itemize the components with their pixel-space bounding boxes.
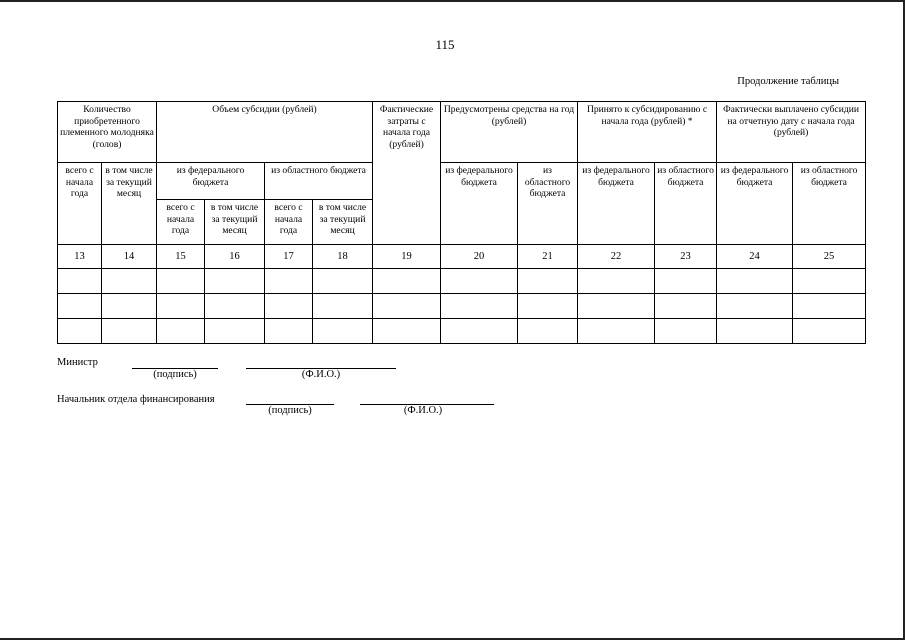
- table-cell: [793, 319, 866, 344]
- table-cell: [441, 319, 518, 344]
- table-cell: [373, 294, 441, 319]
- subsidy-table: [57, 101, 866, 344]
- table-cell: [313, 319, 373, 344]
- table-row: [58, 269, 866, 294]
- column-number: 18: [313, 245, 373, 269]
- table-cell: [717, 319, 793, 344]
- header-from-regional: из областного бюджета: [265, 163, 373, 200]
- table-cell: [793, 294, 866, 319]
- table-row: [58, 319, 866, 344]
- continuation-label: Продолжение таблицы: [737, 76, 839, 87]
- header-planned-regional: из областного бюджета: [518, 163, 578, 245]
- table-cell: [441, 294, 518, 319]
- column-number: 20: [441, 245, 518, 269]
- table-cell: [58, 269, 102, 294]
- table-cell: [373, 319, 441, 344]
- minister-name-caption: (Ф.И.О.): [301, 369, 341, 380]
- table-cell: [58, 294, 102, 319]
- table-cell: [578, 269, 655, 294]
- table-cell: [157, 269, 205, 294]
- table-cell: [102, 319, 157, 344]
- table-cell: [518, 269, 578, 294]
- header-row-2: [58, 163, 866, 200]
- column-number: 14: [102, 245, 157, 269]
- page-number: 115: [435, 37, 455, 52]
- header-actual-costs: Фактические затраты с начала года (рублей): [373, 102, 441, 245]
- header-subsidy-volume: Объем субсидии (рублей): [157, 102, 373, 163]
- minister-label: Министр: [57, 357, 98, 368]
- table-cell: [265, 269, 313, 294]
- table-cell: [265, 319, 313, 344]
- table-cell: [157, 294, 205, 319]
- column-number: 17: [265, 245, 313, 269]
- header-federal-total: всего с начала года: [157, 200, 205, 245]
- table-cell: [655, 319, 717, 344]
- column-number: 13: [58, 245, 102, 269]
- table-cell: [518, 294, 578, 319]
- header-regional-total: всего с начала года: [265, 200, 313, 245]
- header-paid-regional: из областного бюджета: [793, 163, 866, 245]
- table-cell: [717, 269, 793, 294]
- table-cell: [578, 319, 655, 344]
- table-cell: [313, 294, 373, 319]
- table-cell: [157, 319, 205, 344]
- column-number: 23: [655, 245, 717, 269]
- header-incl-current-month: в том числе за текущий месяц: [102, 163, 157, 245]
- column-number: 25: [793, 245, 866, 269]
- header-total-from-start: всего с начала года: [58, 163, 102, 245]
- column-number: 22: [578, 245, 655, 269]
- table-cell: [58, 319, 102, 344]
- table-cell: [313, 269, 373, 294]
- table-cell: [205, 319, 265, 344]
- minister-signature-caption: (подпись): [153, 369, 197, 380]
- header-from-federal: из федерального бюджета: [157, 163, 265, 200]
- header-regional-month: в том числе за текущий месяц: [313, 200, 373, 245]
- head-finance-name-caption: (Ф.И.О.): [403, 405, 443, 416]
- table-cell: [655, 294, 717, 319]
- head-finance-signature-caption: (подпись): [268, 405, 312, 416]
- column-number: 24: [717, 245, 793, 269]
- table-cell: [578, 294, 655, 319]
- table-cell: [717, 294, 793, 319]
- header-quantity: Количество приобретенного племенного молодняка (голов): [58, 102, 157, 163]
- table-cell: [655, 269, 717, 294]
- table-cell: [441, 269, 518, 294]
- column-number: 21: [518, 245, 578, 269]
- table-cell: [265, 294, 313, 319]
- header-accepted-regional: из областного бюджета: [655, 163, 717, 245]
- column-number: 19: [373, 245, 441, 269]
- header-accepted: Принято к субсидированию с начала года (рублей) *: [578, 102, 717, 163]
- header-federal-month: в том числе за текущий месяц: [205, 200, 265, 245]
- table-cell: [373, 269, 441, 294]
- column-number: 16: [205, 245, 265, 269]
- table-cell: [102, 294, 157, 319]
- header-accepted-federal: из федерального бюджета: [578, 163, 655, 245]
- table-cell: [205, 294, 265, 319]
- header-row-1: [58, 102, 866, 163]
- column-number-row: [58, 245, 866, 269]
- header-paid: Фактически выплачено субсидии на отчетную дату с начала года (рублей): [717, 102, 866, 163]
- header-paid-federal: из федерального бюджета: [717, 163, 793, 245]
- table-row: [58, 294, 866, 319]
- table-cell: [102, 269, 157, 294]
- head-finance-label: Начальник отдела финансирования: [57, 394, 215, 405]
- table-cell: [793, 269, 866, 294]
- header-planned-funds: Предусмотрены средства на год (рублей): [441, 102, 578, 163]
- header-planned-federal: из федерального бюджета: [441, 163, 518, 245]
- table-cell: [205, 269, 265, 294]
- page-edge-top: [0, 0, 905, 2]
- column-number: 15: [157, 245, 205, 269]
- table-cell: [518, 319, 578, 344]
